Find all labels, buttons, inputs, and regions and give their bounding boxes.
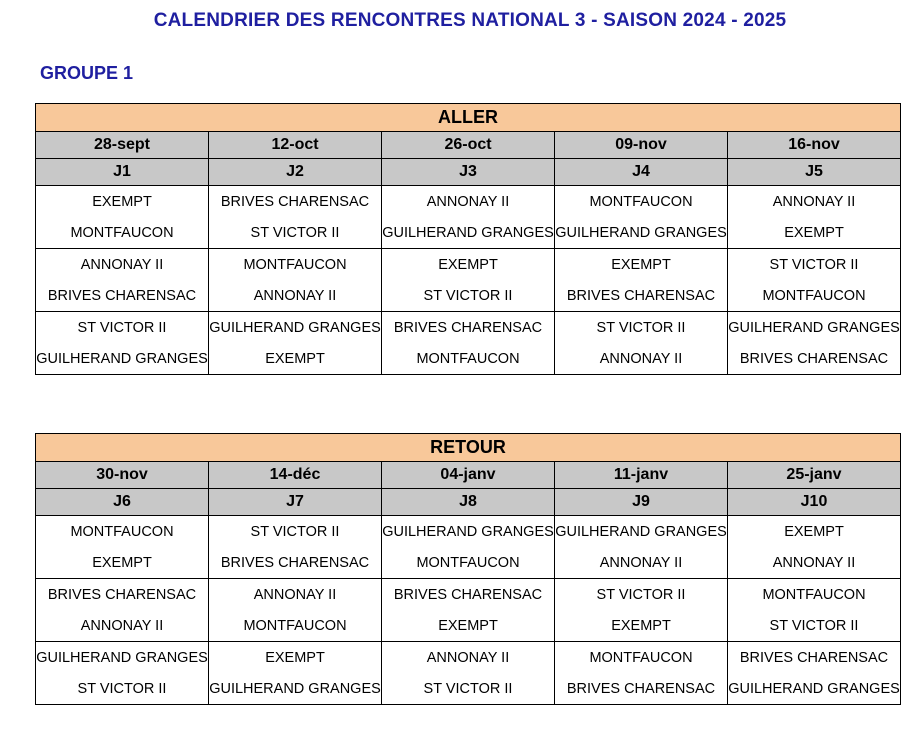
match-cell bbox=[728, 312, 901, 375]
team-name: MONTFAUCON bbox=[762, 586, 866, 603]
matchday-cell: J1 bbox=[36, 159, 209, 186]
home-team bbox=[728, 579, 900, 610]
match-cell bbox=[209, 642, 382, 705]
team-name: GUILHERAND GRANGES bbox=[728, 680, 900, 697]
date-cell: 28-sept bbox=[36, 132, 209, 159]
matchday-cell: J4 bbox=[555, 159, 728, 186]
matchday-cell: J2 bbox=[209, 159, 382, 186]
team-name: ST VICTOR II bbox=[77, 680, 167, 697]
match-cell bbox=[209, 312, 382, 375]
home-team bbox=[36, 642, 208, 673]
away-team bbox=[728, 547, 900, 578]
home-team bbox=[555, 249, 727, 280]
team-name: GUILHERAND GRANGES bbox=[209, 319, 381, 336]
team-name: GUILHERAND GRANGES bbox=[555, 224, 727, 241]
date-cell: 09-nov bbox=[555, 132, 728, 159]
match-cell bbox=[728, 579, 901, 642]
team-name: MONTFAUCON bbox=[243, 617, 347, 634]
home-team bbox=[382, 516, 554, 547]
matchday-cell: J10 bbox=[728, 489, 901, 516]
team-name: BRIVES CHARENSAC bbox=[566, 680, 716, 697]
home-team bbox=[728, 516, 900, 547]
away-team bbox=[728, 217, 900, 248]
team-name: EXEMPT bbox=[92, 554, 152, 571]
home-team bbox=[36, 249, 208, 280]
team-name: ST VICTOR II bbox=[423, 287, 513, 304]
match-cell bbox=[728, 249, 901, 312]
away-team bbox=[36, 610, 208, 641]
home-team bbox=[36, 516, 208, 547]
team-name: EXEMPT bbox=[92, 193, 152, 210]
team-name: GUILHERAND GRANGES bbox=[36, 350, 208, 367]
phase-header: ALLER bbox=[36, 104, 901, 132]
date-cell: 26-oct bbox=[382, 132, 555, 159]
home-team bbox=[382, 186, 554, 217]
team-name: GUILHERAND GRANGES bbox=[728, 319, 900, 336]
match-cell bbox=[555, 516, 728, 579]
match-cell bbox=[209, 186, 382, 249]
home-team bbox=[555, 312, 727, 343]
team-name: MONTFAUCON bbox=[70, 523, 174, 540]
match-cell bbox=[209, 249, 382, 312]
team-name: ST VICTOR II bbox=[596, 586, 686, 603]
match-cell bbox=[209, 579, 382, 642]
match-cell bbox=[728, 516, 901, 579]
team-name: EXEMPT bbox=[265, 350, 325, 367]
match-cell bbox=[555, 642, 728, 705]
home-team bbox=[209, 579, 381, 610]
team-name: BRIVES CHARENSAC bbox=[739, 649, 889, 666]
home-team bbox=[555, 186, 727, 217]
match-cell bbox=[36, 516, 209, 579]
away-team bbox=[209, 673, 381, 704]
matchday-cell: J7 bbox=[209, 489, 382, 516]
match-cell bbox=[382, 312, 555, 375]
away-team bbox=[36, 673, 208, 704]
team-name: EXEMPT bbox=[438, 617, 498, 634]
away-team bbox=[209, 547, 381, 578]
team-name: MONTFAUCON bbox=[70, 224, 174, 241]
team-name: GUILHERAND GRANGES bbox=[555, 523, 727, 540]
team-name: ST VICTOR II bbox=[250, 523, 340, 540]
away-team bbox=[555, 673, 727, 704]
away-team bbox=[209, 343, 381, 374]
team-name: ANNONAY II bbox=[426, 193, 510, 210]
team-name: GUILHERAND GRANGES bbox=[382, 224, 554, 241]
team-name: BRIVES CHARENSAC bbox=[566, 287, 716, 304]
home-team bbox=[555, 642, 727, 673]
home-team bbox=[209, 312, 381, 343]
away-team bbox=[382, 547, 554, 578]
home-team bbox=[382, 642, 554, 673]
team-name: ANNONAY II bbox=[253, 287, 337, 304]
away-team bbox=[555, 547, 727, 578]
date-cell: 04-janv bbox=[382, 462, 555, 489]
away-team bbox=[555, 343, 727, 374]
match-cell bbox=[36, 642, 209, 705]
home-team bbox=[728, 186, 900, 217]
team-name: ST VICTOR II bbox=[423, 680, 513, 697]
match-cell bbox=[382, 579, 555, 642]
match-cell bbox=[555, 312, 728, 375]
team-name: EXEMPT bbox=[784, 523, 844, 540]
schedule-table-aller bbox=[35, 103, 901, 375]
date-cell: 14-déc bbox=[209, 462, 382, 489]
home-team bbox=[728, 642, 900, 673]
team-name: BRIVES CHARENSAC bbox=[393, 586, 543, 603]
home-team bbox=[555, 516, 727, 547]
date-cell: 11-janv bbox=[555, 462, 728, 489]
team-name: ST VICTOR II bbox=[596, 319, 686, 336]
team-name: ANNONAY II bbox=[772, 193, 856, 210]
away-team bbox=[728, 673, 900, 704]
team-name: ST VICTOR II bbox=[250, 224, 340, 241]
away-team bbox=[728, 610, 900, 641]
team-name: BRIVES CHARENSAC bbox=[739, 350, 889, 367]
team-name: GUILHERAND GRANGES bbox=[382, 523, 554, 540]
match-cell bbox=[555, 186, 728, 249]
away-team bbox=[555, 217, 727, 248]
home-team bbox=[209, 186, 381, 217]
team-name: MONTFAUCON bbox=[589, 649, 693, 666]
date-cell: 25-janv bbox=[728, 462, 901, 489]
matchday-cell: J6 bbox=[36, 489, 209, 516]
match-cell bbox=[728, 642, 901, 705]
away-team bbox=[382, 217, 554, 248]
date-cell: 30-nov bbox=[36, 462, 209, 489]
matchday-cell: J9 bbox=[555, 489, 728, 516]
home-team bbox=[382, 249, 554, 280]
team-name: MONTFAUCON bbox=[416, 554, 520, 571]
home-team bbox=[209, 516, 381, 547]
home-team bbox=[382, 579, 554, 610]
away-team bbox=[728, 280, 900, 311]
team-name: ANNONAY II bbox=[772, 554, 856, 571]
team-name: ANNONAY II bbox=[599, 554, 683, 571]
team-name: EXEMPT bbox=[438, 256, 498, 273]
match-cell bbox=[36, 312, 209, 375]
team-name: EXEMPT bbox=[784, 224, 844, 241]
matchday-cell: J3 bbox=[382, 159, 555, 186]
team-name: EXEMPT bbox=[611, 256, 671, 273]
team-name: ST VICTOR II bbox=[769, 617, 859, 634]
team-name: GUILHERAND GRANGES bbox=[36, 649, 208, 666]
match-cell bbox=[382, 516, 555, 579]
away-team bbox=[209, 610, 381, 641]
away-team bbox=[382, 343, 554, 374]
match-cell bbox=[555, 249, 728, 312]
home-team bbox=[36, 312, 208, 343]
team-name: ST VICTOR II bbox=[769, 256, 859, 273]
team-name: ANNONAY II bbox=[426, 649, 510, 666]
away-team bbox=[36, 217, 208, 248]
away-team bbox=[382, 610, 554, 641]
away-team bbox=[555, 280, 727, 311]
team-name: MONTFAUCON bbox=[416, 350, 520, 367]
home-team bbox=[728, 249, 900, 280]
away-team bbox=[209, 217, 381, 248]
match-cell bbox=[382, 186, 555, 249]
home-team bbox=[209, 249, 381, 280]
match-cell bbox=[382, 642, 555, 705]
team-name: BRIVES CHARENSAC bbox=[47, 586, 197, 603]
team-name: EXEMPT bbox=[265, 649, 325, 666]
date-cell: 12-oct bbox=[209, 132, 382, 159]
away-team bbox=[209, 280, 381, 311]
away-team bbox=[36, 547, 208, 578]
team-name: BRIVES CHARENSAC bbox=[220, 193, 370, 210]
away-team bbox=[36, 280, 208, 311]
team-name: ANNONAY II bbox=[253, 586, 337, 603]
home-team bbox=[209, 642, 381, 673]
match-cell bbox=[382, 249, 555, 312]
match-cell bbox=[36, 249, 209, 312]
team-name: ANNONAY II bbox=[80, 617, 164, 634]
match-cell bbox=[36, 186, 209, 249]
home-team bbox=[382, 312, 554, 343]
team-name: ST VICTOR II bbox=[77, 319, 167, 336]
team-name: MONTFAUCON bbox=[243, 256, 347, 273]
group-label: GROUPE 1 bbox=[40, 63, 134, 83]
page-title: CALENDRIER DES RENCONTRES NATIONAL 3 - SAISON 2024 - 2025 bbox=[153, 10, 787, 31]
matchday-cell: J8 bbox=[382, 489, 555, 516]
schedule-table-retour bbox=[35, 433, 901, 705]
home-team bbox=[36, 186, 208, 217]
team-name: EXEMPT bbox=[611, 617, 671, 634]
match-cell bbox=[728, 186, 901, 249]
match-cell bbox=[209, 516, 382, 579]
team-name: GUILHERAND GRANGES bbox=[209, 680, 381, 697]
away-team bbox=[555, 610, 727, 641]
home-team bbox=[36, 579, 208, 610]
match-cell bbox=[36, 579, 209, 642]
team-name: ANNONAY II bbox=[599, 350, 683, 367]
team-name: MONTFAUCON bbox=[589, 193, 693, 210]
home-team bbox=[555, 579, 727, 610]
team-name: BRIVES CHARENSAC bbox=[47, 287, 197, 304]
away-team bbox=[382, 673, 554, 704]
date-cell: 16-nov bbox=[728, 132, 901, 159]
phase-header: RETOUR bbox=[36, 434, 901, 462]
team-name: BRIVES CHARENSAC bbox=[393, 319, 543, 336]
match-cell bbox=[555, 579, 728, 642]
matchday-cell: J5 bbox=[728, 159, 901, 186]
away-team bbox=[382, 280, 554, 311]
team-name: ANNONAY II bbox=[80, 256, 164, 273]
away-team bbox=[36, 343, 208, 374]
team-name: BRIVES CHARENSAC bbox=[220, 554, 370, 571]
team-name: MONTFAUCON bbox=[762, 287, 866, 304]
away-team bbox=[728, 343, 900, 374]
home-team bbox=[728, 312, 900, 343]
